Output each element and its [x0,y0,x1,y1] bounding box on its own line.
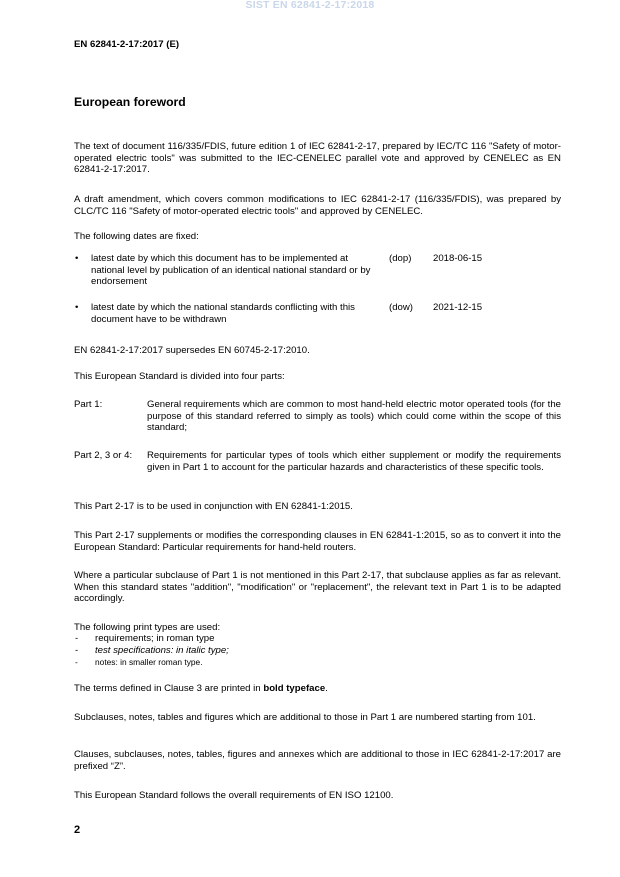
print-type-notes: notes: in smaller roman type. [95,657,203,667]
dash-marker: - [75,657,78,667]
paragraph-iso-12100: This European Standard follows the overall requirements of EN ISO 12100. [74,790,394,801]
paragraph-numbering: Subclauses, notes, tables and figures which are additional to those in Part 1 are numbered starting from 101. [74,712,536,723]
dop-description: latest date by which this document has to be implemented at national level by publication of an identical national standard or by endorsement [91,253,371,288]
bullet-icon: • [75,302,79,313]
paragraph-bold-terms [74,683,561,695]
print-type-test-specifications: test specifications: in italic type; [95,645,229,656]
page-number: 2 [74,824,81,836]
dash-marker: - [75,645,79,656]
document-id: EN 62841-2-17:2017 (E) [74,39,180,50]
bold-terms-suffix: . [325,683,328,694]
paragraph-four-parts: This European Standard is divided into four parts: [74,371,285,382]
paragraph-dates-intro: The following dates are fixed: [74,231,199,242]
dow-code: (dow) [389,302,413,313]
dop-code: (dop) [389,253,412,264]
paragraph-draft-amendment: A draft amendment, which covers common modifications to IEC 62841-2-17 (116/335/FDIS), was prepared by CLC/TC 116 "Safety of motor-operated electric tools" and approved by CENELEC. [74,194,561,217]
watermark: SIST EN 62841-2-17:2018 [245,0,375,11]
part-2-3-4-description: Requirements for particular types of tools which either supplement or modify the requirements given in Part 1 to account for the particular hazards and characteristics of these specific tools. [147,450,561,473]
bold-terms-prefix: The terms defined in Clause 3 are printed in [74,683,264,694]
paragraph-subclause: Where a particular subclause of Part 1 is not mentioned in this Part 2-17, that subclause applies as far as relevant. When this standard states "addition", "modification" or "replacement", the relevant text in Part 1 is to be adapted accordingly. [74,570,561,605]
part-2-3-4-label: Part 2, 3 or 4: [74,450,133,461]
part-1-label: Part 1: [74,399,103,410]
bold-terms-emphasis: bold typeface [263,683,326,694]
part-1-description: General requirements which are common to most hand-held electric motor operated tools (for the purpose of this standard referred to simply as tools) which could come within the scope of this standard; [147,399,561,434]
dow-description: latest date by which the national standards conflicting with this document have to be withdrawn [91,302,355,325]
paragraph-print-types: The following print types are used: [74,622,221,633]
paragraph-document-text: The text of document 116/335/FDIS, future edition 1 of IEC 62841-2-17, prepared by IEC/TC 116 "Safety of motor-operated electric tools" was submitted to the IEC-CENELEC parallel vote and approved by CENELEC as EN 62841-2-17:2017. [74,141,561,176]
dop-date: 2018-06-15 [433,253,483,264]
print-type-requirements: requirements; in roman type [95,633,215,644]
paragraph-supersedes: EN 62841-2-17:2017 supersedes EN 60745-2-17:2010. [74,345,310,356]
dash-marker: - [75,633,79,644]
dow-date: 2021-12-15 [433,302,483,313]
paragraph-conjunction: This Part 2-17 is to be used in conjunction with EN 62841-1:2015. [74,501,353,512]
paragraph-prefix-z: Clauses, subclauses, notes, tables, figures and annexes which are additional to those in IEC 62841-2-17:2017 are prefixed “Z”. [74,749,561,772]
bullet-icon: • [75,253,79,264]
section-title: European foreword [74,95,186,109]
paragraph-supplements: This Part 2-17 supplements or modifies the corresponding clauses in EN 62841-1:2015, so as to convert it into the European Standard: Particular requirements for hand-held routers. [74,530,561,553]
